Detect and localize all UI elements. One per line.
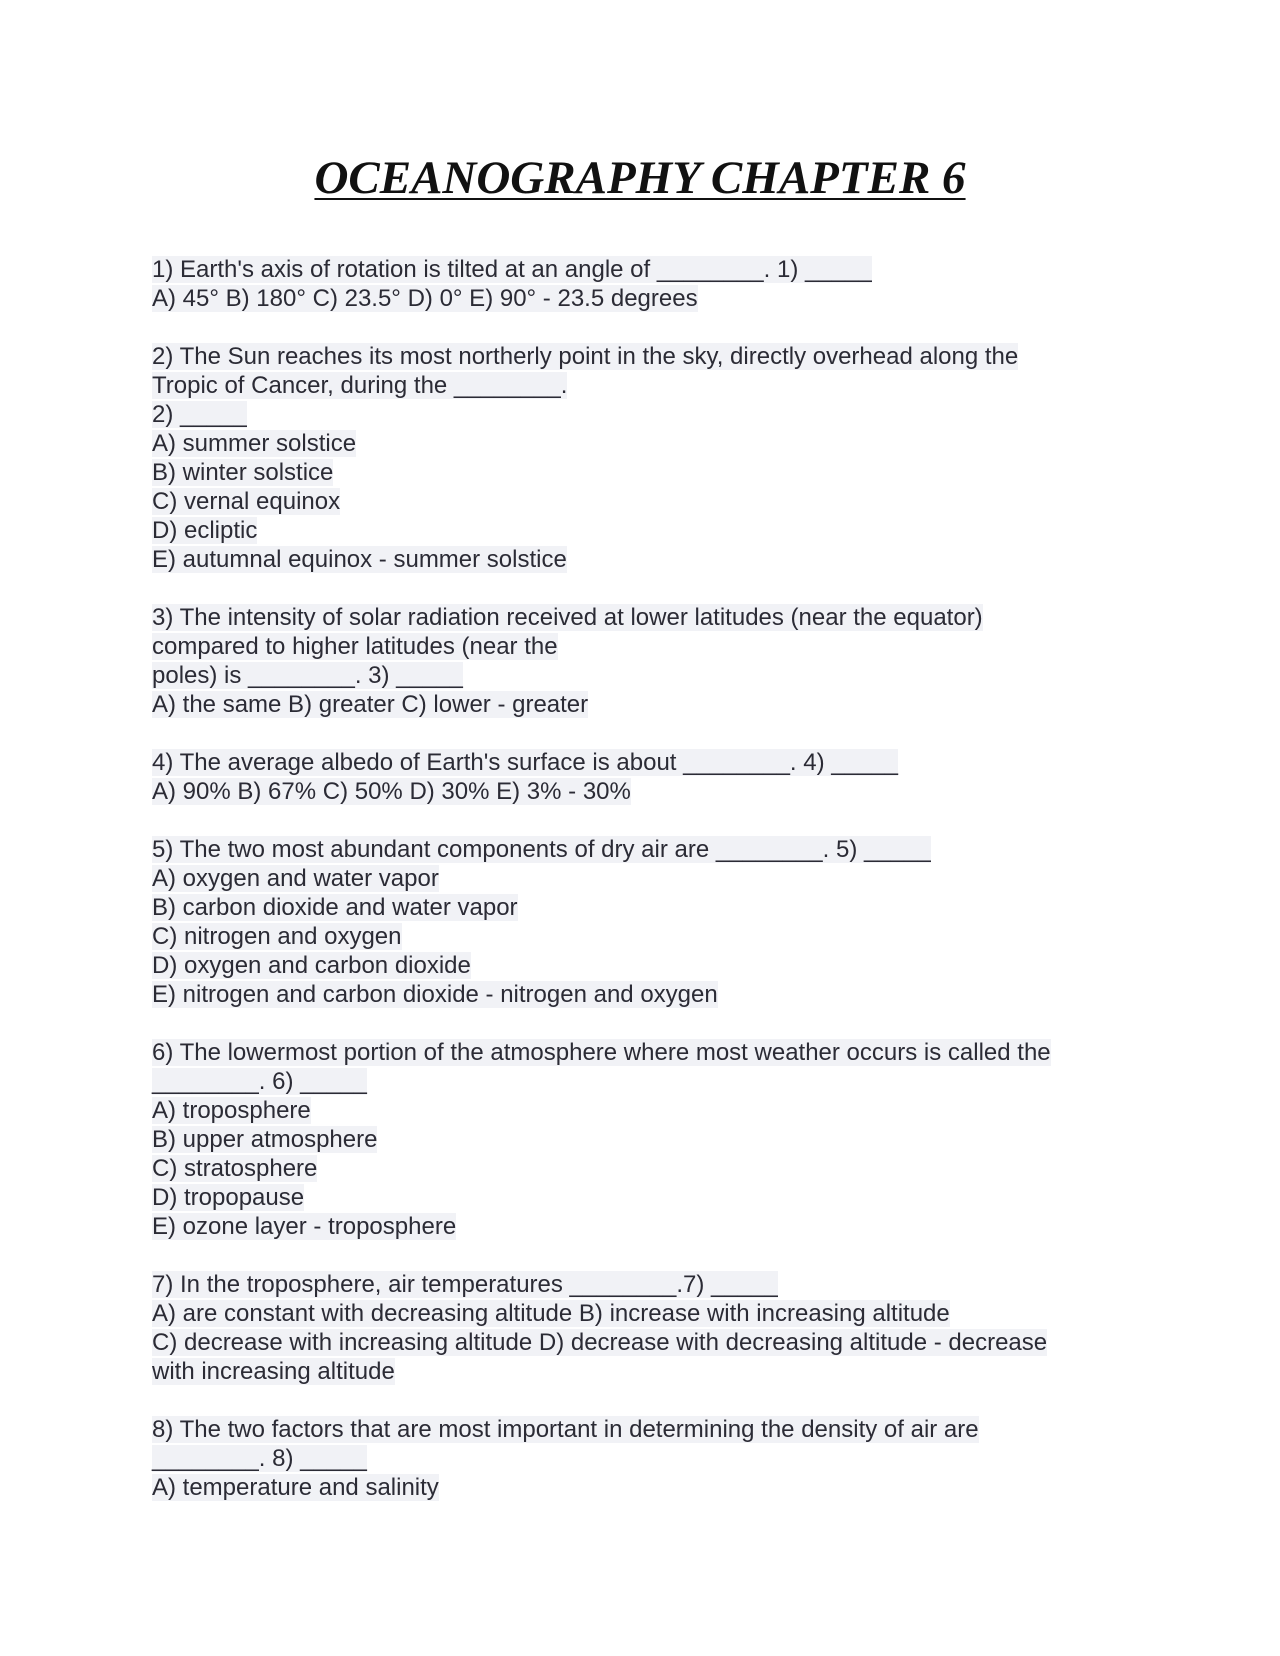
question-7 xyxy=(152,1270,1112,1386)
answer-option xyxy=(152,922,1112,951)
question-line xyxy=(152,1038,1112,1067)
question-line xyxy=(152,255,1112,284)
answer-options xyxy=(152,690,1112,719)
answer-option xyxy=(152,516,1112,545)
option-text: C) stratosphere xyxy=(152,1155,318,1182)
option-text: C) nitrogen and oxygen xyxy=(152,923,402,950)
question-8 xyxy=(152,1415,1112,1502)
question-line xyxy=(152,603,1112,632)
option-text: B) upper atmosphere xyxy=(152,1126,378,1153)
answer-blank xyxy=(152,400,1112,429)
option-text: E) ozone layer - troposphere xyxy=(152,1213,457,1240)
page-title xyxy=(0,150,1280,206)
question-list xyxy=(152,255,1112,1531)
options-text: A) 90% B) 67% C) 50% D) 30% E) 3% - 30% xyxy=(152,778,631,805)
options-text: A) the same B) greater C) lower - greater xyxy=(152,691,589,718)
question-5 xyxy=(152,835,1112,1009)
question-line xyxy=(152,342,1112,371)
option-text: C) vernal equinox xyxy=(152,488,341,515)
question-line xyxy=(152,1415,1112,1444)
question-text: ________. 8) _____ xyxy=(152,1445,367,1472)
answer-option xyxy=(152,545,1112,574)
question-2 xyxy=(152,342,1112,574)
question-4 xyxy=(152,748,1112,806)
question-text: ________. 6) _____ xyxy=(152,1068,367,1095)
answer-option xyxy=(152,893,1112,922)
question-6 xyxy=(152,1038,1112,1241)
option-text: B) winter solstice xyxy=(152,459,334,486)
question-line xyxy=(152,835,1112,864)
question-1 xyxy=(152,255,1112,313)
page-title-text: OCEANOGRAPHY CHAPTER 6 xyxy=(314,152,966,204)
option-text: E) nitrogen and carbon dioxide - nitrogen and oxygen xyxy=(152,981,718,1008)
answer-option xyxy=(152,980,1112,1009)
option-text: A) oxygen and water vapor xyxy=(152,865,439,892)
answer-option xyxy=(152,487,1112,516)
question-text: 4) The average albedo of Earth's surface is about ________. 4) _____ xyxy=(152,749,898,776)
answer-option xyxy=(152,1125,1112,1154)
question-line xyxy=(152,632,1112,661)
question-3 xyxy=(152,603,1112,719)
option-text: A) temperature and salinity xyxy=(152,1474,439,1501)
question-line xyxy=(152,1270,1112,1299)
answer-option xyxy=(152,1154,1112,1183)
question-line xyxy=(152,661,1112,690)
question-text: poles) is ________. 3) _____ xyxy=(152,662,463,689)
options-text: A) 45° B) 180° C) 23.5° D) 0° E) 90° - 23.5 degrees xyxy=(152,285,698,312)
question-text: 5) The two most abundant components of dry air are ________. 5) _____ xyxy=(152,836,931,863)
answer-options xyxy=(152,777,1112,806)
answer-option xyxy=(152,1212,1112,1241)
answer-option xyxy=(152,1183,1112,1212)
question-text: compared to higher latitudes (near the xyxy=(152,633,558,660)
answer-option xyxy=(152,951,1112,980)
answer-options xyxy=(152,284,1112,313)
question-line xyxy=(152,1067,1112,1096)
options-text: with increasing altitude xyxy=(152,1358,395,1385)
option-text: B) carbon dioxide and water vapor xyxy=(152,894,518,921)
option-text: E) autumnal equinox - summer solstice xyxy=(152,546,567,573)
answer-options xyxy=(152,1328,1112,1357)
option-text: D) ecliptic xyxy=(152,517,258,544)
answer-option xyxy=(152,864,1112,893)
answer-options xyxy=(152,1299,1112,1328)
option-text: A) summer solstice xyxy=(152,430,357,457)
question-text: 1) Earth's axis of rotation is tilted at an angle of ________. 1) _____ xyxy=(152,256,872,283)
answer-option xyxy=(152,1473,1112,1502)
question-text: 6) The lowermost portion of the atmosphere where most weather occurs is called the xyxy=(152,1039,1051,1066)
answer-option xyxy=(152,458,1112,487)
options-text: C) decrease with increasing altitude D) decrease with decreasing altitude - decrease xyxy=(152,1329,1048,1356)
options-text: A) are constant with decreasing altitude B) increase with increasing altitude xyxy=(152,1300,950,1327)
answer-blank-text: 2) _____ xyxy=(152,401,247,428)
answer-options xyxy=(152,1357,1112,1386)
question-text: 3) The intensity of solar radiation received at lower latitudes (near the equator) xyxy=(152,604,983,631)
option-text: D) oxygen and carbon dioxide xyxy=(152,952,471,979)
option-text: D) tropopause xyxy=(152,1184,305,1211)
option-text: A) troposphere xyxy=(152,1097,311,1124)
question-text: 8) The two factors that are most important in determining the density of air are xyxy=(152,1416,979,1443)
question-line xyxy=(152,1444,1112,1473)
question-text: Tropic of Cancer, during the ________. xyxy=(152,372,568,399)
question-line xyxy=(152,371,1112,400)
question-text: 7) In the troposphere, air temperatures ________.7) _____ xyxy=(152,1271,778,1298)
question-line xyxy=(152,748,1112,777)
answer-option xyxy=(152,1096,1112,1125)
question-text: 2) The Sun reaches its most northerly point in the sky, directly overhead along the xyxy=(152,343,1019,370)
answer-option xyxy=(152,429,1112,458)
